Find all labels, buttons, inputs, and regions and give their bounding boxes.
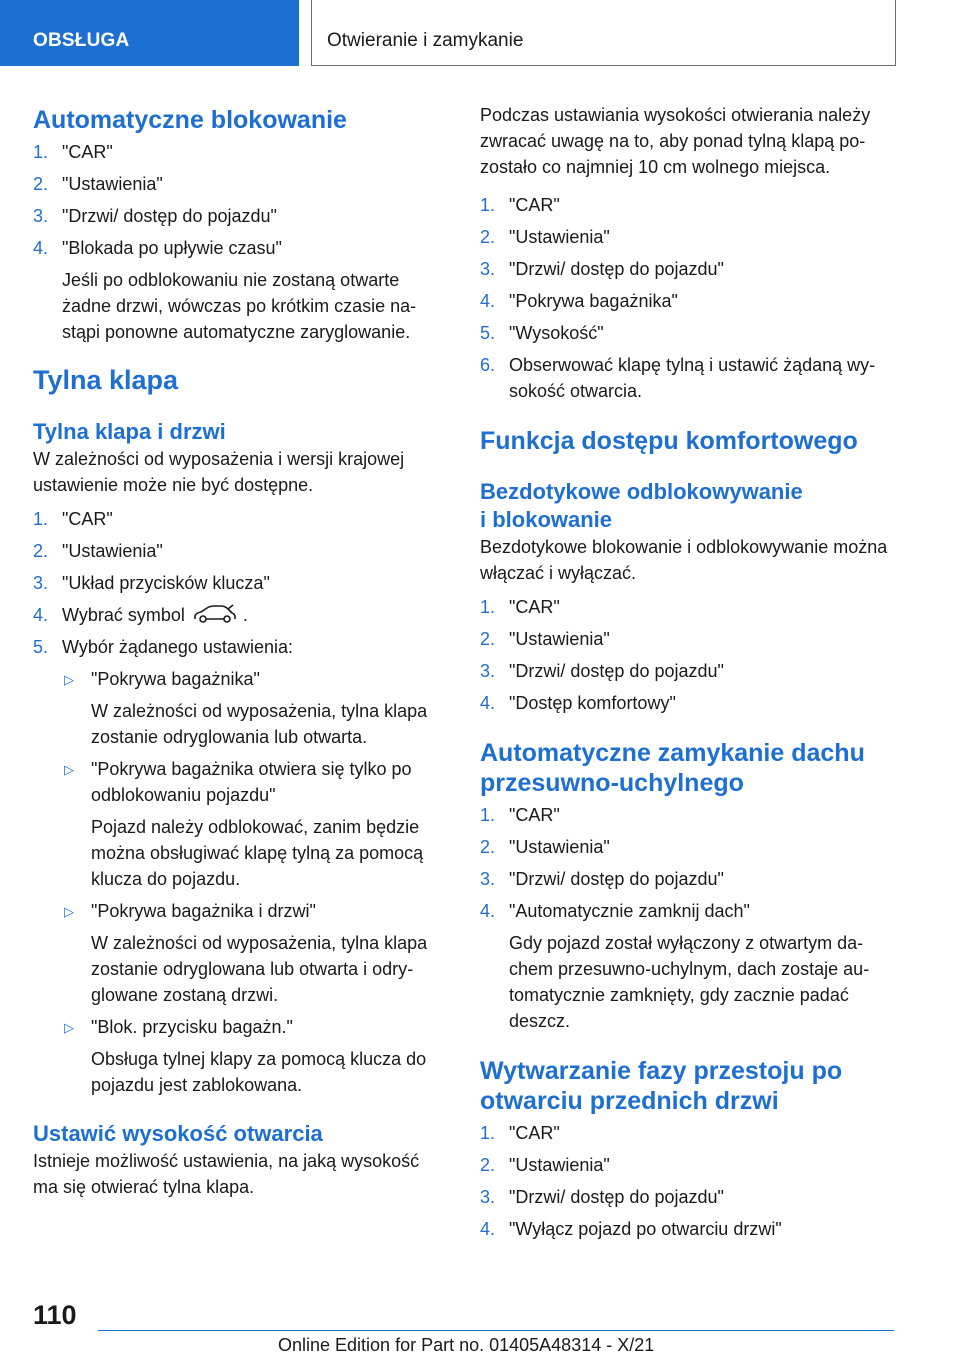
- triangle-right-icon: ▷: [64, 672, 74, 687]
- page-number: 110: [33, 1300, 77, 1330]
- height-intro: Podczas ustawiania wysokości otwierania należy zwracać uwagę na to, aby ponad tylną klapą pozostało co najmniej 10 cm wolnego miejsca.: [480, 105, 871, 177]
- list-item: 1. "CAR": [480, 1123, 560, 1143]
- list-item: 3. "Drzwi/ dostęp do pojazdu": [480, 661, 724, 681]
- left-column: [33, 100, 445, 1200]
- list-item: 5. Wybór żądanego ustawienia: ▷ "Pokrywa bagażnika" W zależności od wyposażenia, tylna klapa zostanie odryglowania lub otwarta. ▷ "Pokrywa bagażnika otwiera się tylko po odblokowaniu pojazdu" Pojazd należy odblokować, zanim będzie można obsługiwać klapę tylną za pomocą klucza do pojazdu. ▷ "Pokrywa bagażnika i drzwi" W zależności od wyposażenia, tylna klapa zostanie odryglowana lub otwarta i odryglowane zostaną drzwi. ▷ "Blok. przycisku bagażn." Obsługa tylnej klapy za pomocą klucza do pojazdu jest zablokowana.: [33, 634, 445, 1098]
- list-item: 2. "Ustawienia": [480, 1155, 610, 1175]
- page-header: [0, 0, 960, 66]
- standby-steps: [480, 1120, 900, 1242]
- list-item: 5. "Wysokość": [480, 323, 604, 343]
- list-item: 4. "Pokrywa bagażnika": [480, 291, 678, 311]
- list-item: 2. "Ustawienia": [480, 629, 610, 649]
- sunroof-note: Gdy pojazd został wyłączony z otwartym dachem przesuwno-uchylnym, dach zostaje automatycznie zamknięty, gdy zacznie padać deszcz.: [509, 933, 870, 1031]
- height-steps: [480, 192, 900, 404]
- list-item: 4. "Wyłącz pojazd po otwarciu drzwi": [480, 1219, 782, 1239]
- opening-height-heading: Ustawić wysokość otwarcia: [33, 1121, 323, 1146]
- standby-heading: Wytwarzanie fazy przestoju po otwarciu przednich drzwi: [480, 1057, 843, 1115]
- list-item: 3. "Drzwi/ dostęp do pojazdu": [480, 1187, 724, 1207]
- list-item: 3. "Układ przycisków klucza": [33, 573, 270, 593]
- triangle-right-icon: ▷: [64, 762, 74, 777]
- comfort-intro: Bezdotykowe blokowanie i odblokowywanie można włączać i wyłączać.: [480, 537, 888, 583]
- sunroof-heading: Automatyczne zamykanie dachu przesuwno-uchylnego: [480, 739, 865, 797]
- list-item: 4. "Dostęp komfortowy": [480, 693, 676, 713]
- tailgate-steps: [33, 506, 445, 1098]
- chapter-box: [311, 0, 896, 66]
- list-item: 1. "CAR": [33, 509, 113, 529]
- tailgate-subheading: Tylna klapa i drzwi: [33, 419, 226, 444]
- auto-lock-note: Jeśli po odblokowaniu nie zostaną otwarte żadne drzwi, wówczas po krótkim czasie nastąpi ponowne automatyczne zaryglowanie.: [62, 270, 417, 342]
- comfort-heading: Funkcja dostępu komfortowego: [480, 427, 858, 455]
- list-item: 2. "Ustawienia": [480, 227, 610, 247]
- footer-divider: [98, 1330, 894, 1331]
- triangle-right-icon: ▷: [64, 904, 74, 919]
- list-item: 1. "CAR": [480, 195, 560, 215]
- comfort-subheading: Bezdotykowe odblokowywanie i blokowanie: [480, 479, 803, 532]
- list-item: 6. Obserwować klapę tylną i ustawić żądaną wysokość otwarcia.: [480, 355, 876, 401]
- section-tab: [0, 0, 299, 66]
- section-label: OBSŁUGA: [33, 30, 130, 51]
- list-item: 2. "Ustawienia": [33, 174, 163, 194]
- list-item: ▷ "Pokrywa bagażnika i drzwi" W zależności od wyposażenia, tylna klapa zostanie odryglowana lub otwarta i odryglowane zostaną drzwi.: [64, 901, 428, 1005]
- comfort-steps: [480, 594, 900, 716]
- tailgate-options: [62, 666, 445, 1098]
- sunroof-steps: [480, 802, 900, 1034]
- tailgate-heading: Tylna klapa: [33, 365, 179, 395]
- list-item: 1. "CAR": [33, 142, 113, 162]
- list-item: 3. "Drzwi/ dostęp do pojazdu": [33, 206, 277, 226]
- list-item: 3. "Drzwi/ dostęp do pojazdu": [480, 259, 724, 279]
- triangle-right-icon: ▷: [64, 1020, 74, 1035]
- list-item: 4. "Blokada po upływie czasu" Jeśli po odblokowaniu nie zostaną otwarte żadne drzwi, wówczas po krótkim czasie nastąpi ponowne automatyczne zaryglowanie.: [33, 235, 445, 345]
- list-item: ▷ "Blok. przycisku bagażn." Obsługa tylnej klapy za pomocą klucza do pojazdu jest zablokowana.: [64, 1017, 427, 1095]
- list-item: 4. Wybrać symbol .: [33, 605, 248, 625]
- list-item: 2. "Ustawienia": [33, 541, 163, 561]
- list-item: 1. "CAR": [480, 597, 560, 617]
- list-item: 3. "Drzwi/ dostęp do pojazdu": [480, 869, 724, 889]
- edition-text: Online Edition for Part no. 01405A48314 - X/21: [278, 1335, 655, 1355]
- list-item: ▷ "Pokrywa bagażnika" W zależności od wyposażenia, tylna klapa zostanie odryglowania lub otwarta.: [64, 669, 428, 747]
- tailgate-intro: W zależności od wyposażenia i wersji krajowej ustawienie może nie być dostępne.: [33, 449, 405, 495]
- list-item: 1. "CAR": [480, 805, 560, 825]
- list-item: 2. "Ustawienia": [480, 837, 610, 857]
- list-item: 4. "Automatycznie zamknij dach" Gdy pojazd został wyłączony z otwartym dachem przesuwno-uchylnym, dach zostaje automatycznie zamknięty, gdy zacznie padać deszcz.: [480, 898, 900, 1034]
- chapter-title: Otwieranie i zamykanie: [327, 30, 524, 51]
- right-column: [480, 100, 900, 1242]
- opening-height-intro: Istnieje możliwość ustawienia, na jaką wysokość ma się otwierać tylna klapa.: [33, 1151, 420, 1197]
- car-tailgate-icon: [193, 604, 237, 624]
- auto-lock-steps: [33, 139, 445, 345]
- list-item: ▷ "Pokrywa bagażnika otwiera się tylko po odblokowaniu pojazdu" Pojazd należy odblokować, zanim będzie można obsługiwać klapę tylną za pomocą klucza do pojazdu.: [64, 759, 424, 889]
- auto-lock-heading: Automatyczne blokowanie: [33, 106, 347, 134]
